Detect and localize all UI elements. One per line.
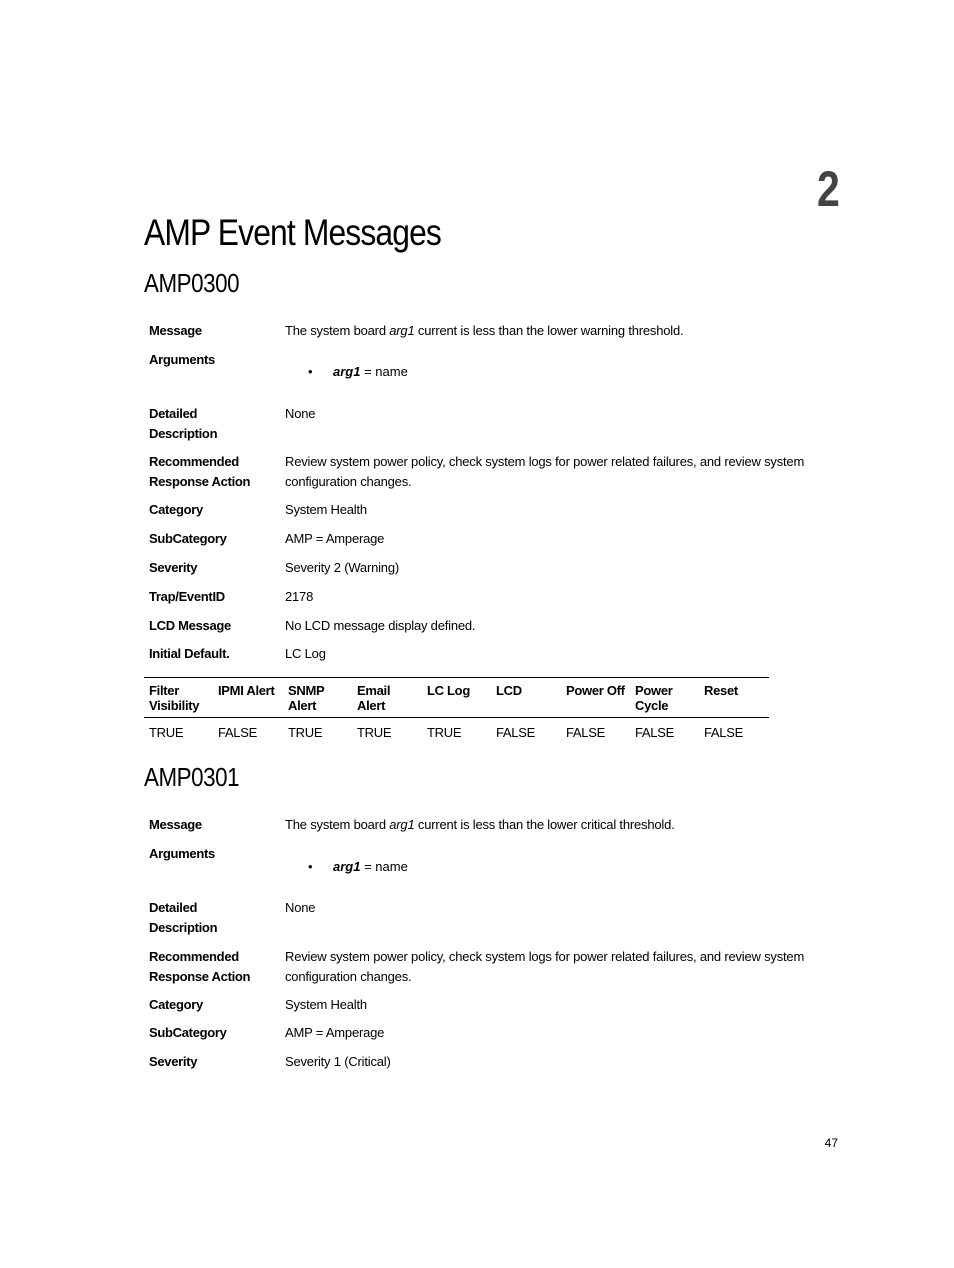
- table-top-rule: [144, 677, 769, 678]
- table-header-power-off: Power Off: [566, 683, 625, 698]
- chapter-number: 2: [817, 161, 840, 217]
- table-header-power-cycle: Power Cycle: [635, 683, 673, 713]
- table-header-email-alert: Email Alert: [357, 683, 391, 713]
- table-cell-email-alert: TRUE: [357, 725, 392, 740]
- label-detailed-description: Detailed Description: [149, 406, 218, 441]
- label-initial-default: Initial Default.: [149, 646, 230, 661]
- page-number: 47: [824, 1136, 838, 1150]
- label-trap-event-id: Trap/EventID: [149, 589, 225, 604]
- label-subcategory: SubCategory: [149, 531, 227, 546]
- value-subcategory: AMP = Amperage: [285, 531, 385, 546]
- section-title-amp0300: AMP0300: [144, 268, 240, 298]
- label-lcd-message: LCD Message: [149, 618, 231, 633]
- label-subcategory: SubCategory: [149, 1025, 227, 1040]
- label-arguments: Arguments: [149, 352, 215, 367]
- value-lcd-message: No LCD message display defined.: [285, 618, 476, 633]
- value-message: The system board arg1 current is less than the lower critical threshold.: [285, 817, 675, 832]
- page-title: AMP Event Messages: [144, 212, 441, 253]
- table-header-reset: Reset: [704, 683, 738, 698]
- value-recommended-action: Review system power policy, check system logs for power related failures, and review system configuration changes.: [285, 454, 805, 489]
- label-severity: Severity: [149, 1054, 198, 1069]
- section-title-amp0301: AMP0301: [144, 762, 240, 792]
- label-severity: Severity: [149, 560, 198, 575]
- value-trap-event-id: 2178: [285, 589, 314, 604]
- label-recommended-action: Recommended Response Action: [149, 949, 251, 984]
- table-header-lcd: LCD: [496, 683, 522, 698]
- value-argument: arg1 = name: [333, 364, 408, 379]
- table-cell-power-cycle: FALSE: [635, 725, 674, 740]
- table-header-snmp-alert: SNMP Alert: [288, 683, 325, 713]
- label-category: Category: [149, 502, 203, 517]
- table-cell-lc-log: TRUE: [427, 725, 462, 740]
- value-severity: Severity 1 (Critical): [285, 1054, 391, 1069]
- value-recommended-action: Review system power policy, check system logs for power related failures, and review system configuration changes.: [285, 949, 805, 984]
- value-detailed-description: None: [285, 406, 316, 421]
- bullet: •: [308, 364, 313, 379]
- label-message: Message: [149, 323, 202, 338]
- value-severity: Severity 2 (Warning): [285, 560, 399, 575]
- table-cell-filter-visibility: TRUE: [149, 725, 184, 740]
- label-category: Category: [149, 997, 203, 1012]
- value-message: The system board arg1 current is less than the lower warning threshold.: [285, 323, 684, 338]
- value-argument: arg1 = name: [333, 859, 408, 874]
- table-cell-power-off: FALSE: [566, 725, 605, 740]
- table-cell-reset: FALSE: [704, 725, 743, 740]
- value-category: System Health: [285, 502, 367, 517]
- table-cell-ipmi-alert: FALSE: [218, 725, 257, 740]
- value-initial-default: LC Log: [285, 646, 326, 661]
- label-detailed-description: Detailed Description: [149, 900, 218, 935]
- table-header-rule: [144, 717, 769, 718]
- value-category: System Health: [285, 997, 367, 1012]
- value-detailed-description: None: [285, 900, 316, 915]
- table-cell-snmp-alert: TRUE: [288, 725, 323, 740]
- table-header-lc-log: LC Log: [427, 683, 470, 698]
- table-header-filter-visibility: Filter Visibility: [149, 683, 200, 713]
- label-arguments: Arguments: [149, 846, 215, 861]
- bullet: •: [308, 859, 313, 874]
- label-message: Message: [149, 817, 202, 832]
- table-header-ipmi-alert: IPMI Alert: [218, 683, 275, 698]
- label-recommended-action: Recommended Response Action: [149, 454, 251, 489]
- table-cell-lcd: FALSE: [496, 725, 535, 740]
- value-subcategory: AMP = Amperage: [285, 1025, 385, 1040]
